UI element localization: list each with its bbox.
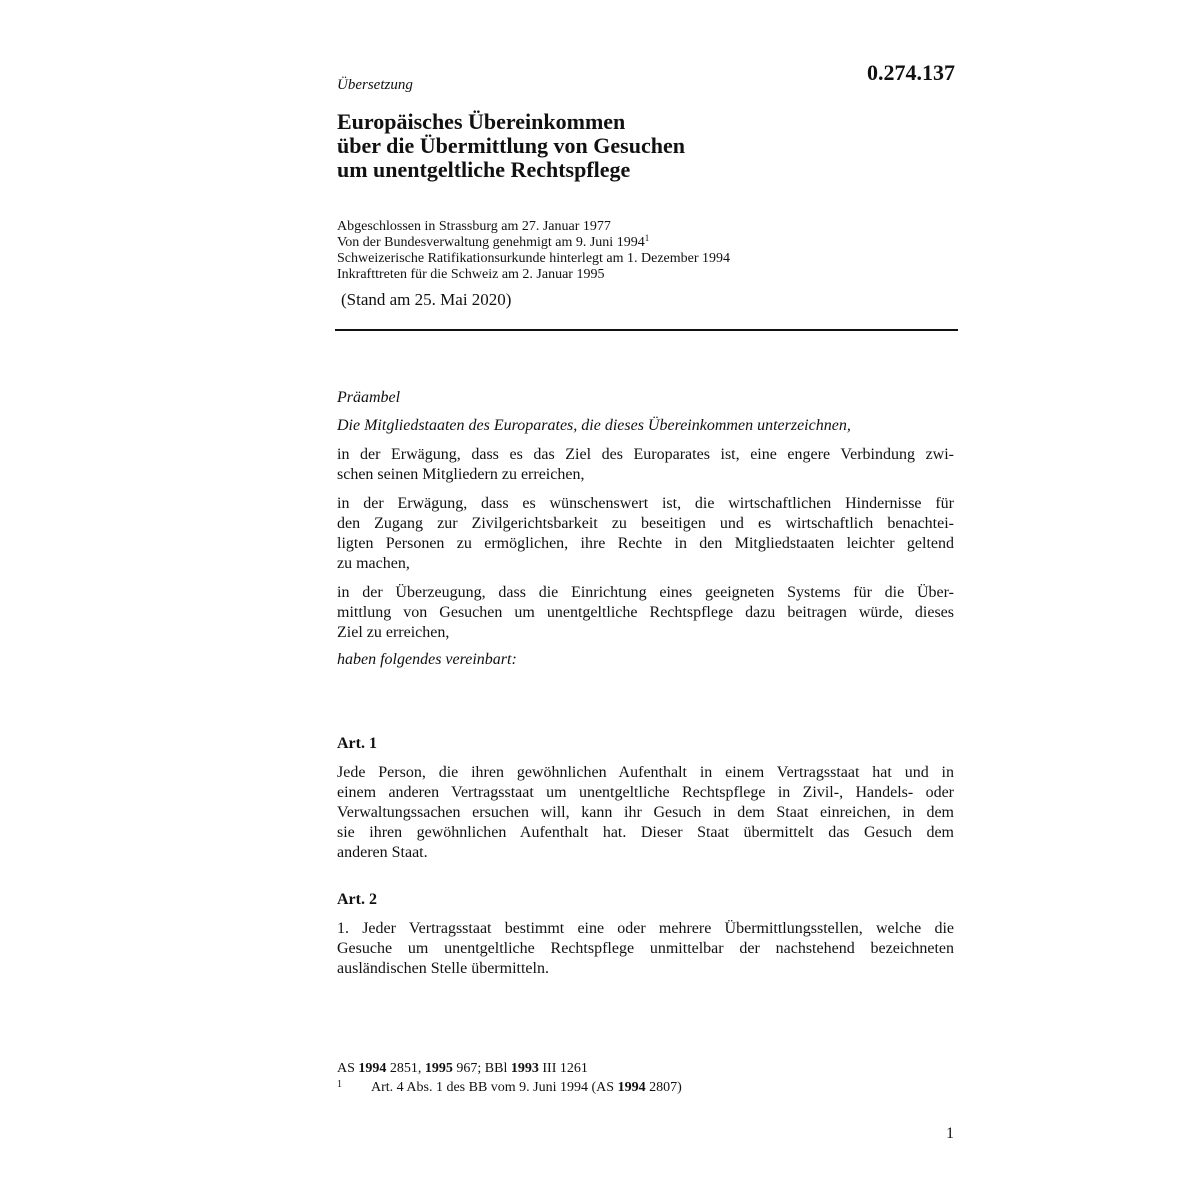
source-text: AS (337, 1061, 359, 1076)
header-divider (335, 329, 958, 331)
article-text (337, 919, 954, 979)
article-text (337, 763, 954, 863)
preamble-heading: Präambel (337, 389, 401, 406)
preamble-paragraph (337, 583, 954, 643)
source-year: 1994 (358, 1061, 387, 1076)
text-line: den Zugang zur Zivilgerichtsbarkeit zu beseitigen und es wirtschaftlich benachtei- (337, 515, 954, 532)
text-line: zu machen, (337, 555, 410, 572)
concluded-line: Abgeschlossen in Strassburg am 27. Januar 1977 (337, 219, 611, 234)
text-line: ligten Personen zu ermöglichen, ihre Rechte in den Mitgliedstaaten leichter geltend (337, 535, 954, 552)
status-date: (Stand am 25. Mai 2020) (341, 290, 512, 309)
text-line: Jede Person, die ihren gewöhnlichen Aufenthalt in einem Vertragsstaat hat und in (337, 764, 954, 781)
source-year: 1995 (424, 1061, 453, 1076)
title-line: über die Übermittlung von Gesuchen (337, 133, 685, 158)
preamble-paragraph (337, 445, 954, 485)
footnote-text (371, 1078, 682, 1097)
text-line: Ziel zu erreichen, (337, 624, 450, 641)
footnotes (337, 1059, 957, 1097)
text-line: Gesuche um unentgeltliche Rechtspflege unmittelbar der nachstehend bezeichneten (337, 940, 954, 957)
document-metadata (337, 219, 957, 283)
text-line: ausländischen Stelle übermitteln. (337, 960, 549, 977)
title-line: Europäisches Übereinkommen (337, 109, 626, 134)
source-year: 1993 (510, 1061, 539, 1076)
source-reference (337, 1059, 957, 1078)
text-line: mittlung von Gesuchen um unentgeltliche Rechtspflege dazu beitragen würde, dieses (337, 604, 954, 621)
article-heading: Art. 2 (337, 891, 377, 908)
preamble-closing: haben folgendes vereinbart: (337, 651, 517, 668)
source-text: 967; BBl (452, 1061, 511, 1076)
ratification-line: Schweizerische Ratifikationsurkunde hinterlegt am 1. Dezember 1994 (337, 251, 731, 266)
document-title (337, 110, 957, 182)
approval-text: Von der Bundesverwaltung genehmigt am 9. Juni 1994 (337, 235, 645, 250)
footnote-number: 1 (337, 1079, 342, 1090)
footnote-text-part: 2807) (645, 1080, 682, 1095)
page-number: 1 (946, 1125, 954, 1142)
footnote-year: 1994 (617, 1080, 646, 1095)
footnote (337, 1078, 957, 1097)
source-text: 2851, (386, 1061, 425, 1076)
entry-into-force-line: Inkrafttreten für die Schweiz am 2. Januar 1995 (337, 267, 605, 282)
text-line: anderen Staat. (337, 844, 428, 861)
preamble-intro: Die Mitgliedstaaten des Europarates, die dieses Übereinkommen unterzeichnen, (337, 417, 851, 434)
footnote-text-part: Art. 4 Abs. 1 des BB vom 9. Juni 1994 (AS (371, 1080, 618, 1095)
title-line: um unentgeltliche Rechtspflege (337, 157, 631, 182)
article-heading: Art. 1 (337, 735, 377, 752)
text-line: schen seinen Mitgliedern zu erreichen, (337, 466, 585, 483)
sr-number: 0.274.137 (867, 60, 955, 85)
footnote-reference: 1 (644, 233, 650, 243)
text-line: sie ihren gewöhnlichen Aufenthalt hat. Dieser Staat übermittelt das Gesuch dem (337, 824, 954, 841)
text-line: in der Überzeugung, dass die Einrichtung eines geeigneten Systems für die Über- (337, 584, 954, 601)
text-line: 1. Jeder Vertragsstaat bestimmt eine oder mehrere Übermittlungsstellen, welche die (337, 920, 954, 937)
approval-line (337, 235, 957, 251)
text-line: in der Erwägung, dass es wünschenswert ist, die wirtschaftlichen Hindernisse für (337, 495, 954, 512)
translation-label: Übersetzung (337, 77, 413, 93)
text-line: Verwaltungssachen ersuchen will, kann ihr Gesuch in dem Staat einreichen, in dem (337, 804, 954, 821)
text-line: in der Erwägung, dass es das Ziel des Europarates ist, eine engere Verbindung zwi- (337, 446, 954, 463)
text-line: einem anderen Vertragsstaat um unentgeltliche Rechtspflege in Zivil-, Handels- oder (337, 784, 954, 801)
preamble-paragraph (337, 494, 954, 574)
source-text: III 1261 (538, 1061, 588, 1076)
